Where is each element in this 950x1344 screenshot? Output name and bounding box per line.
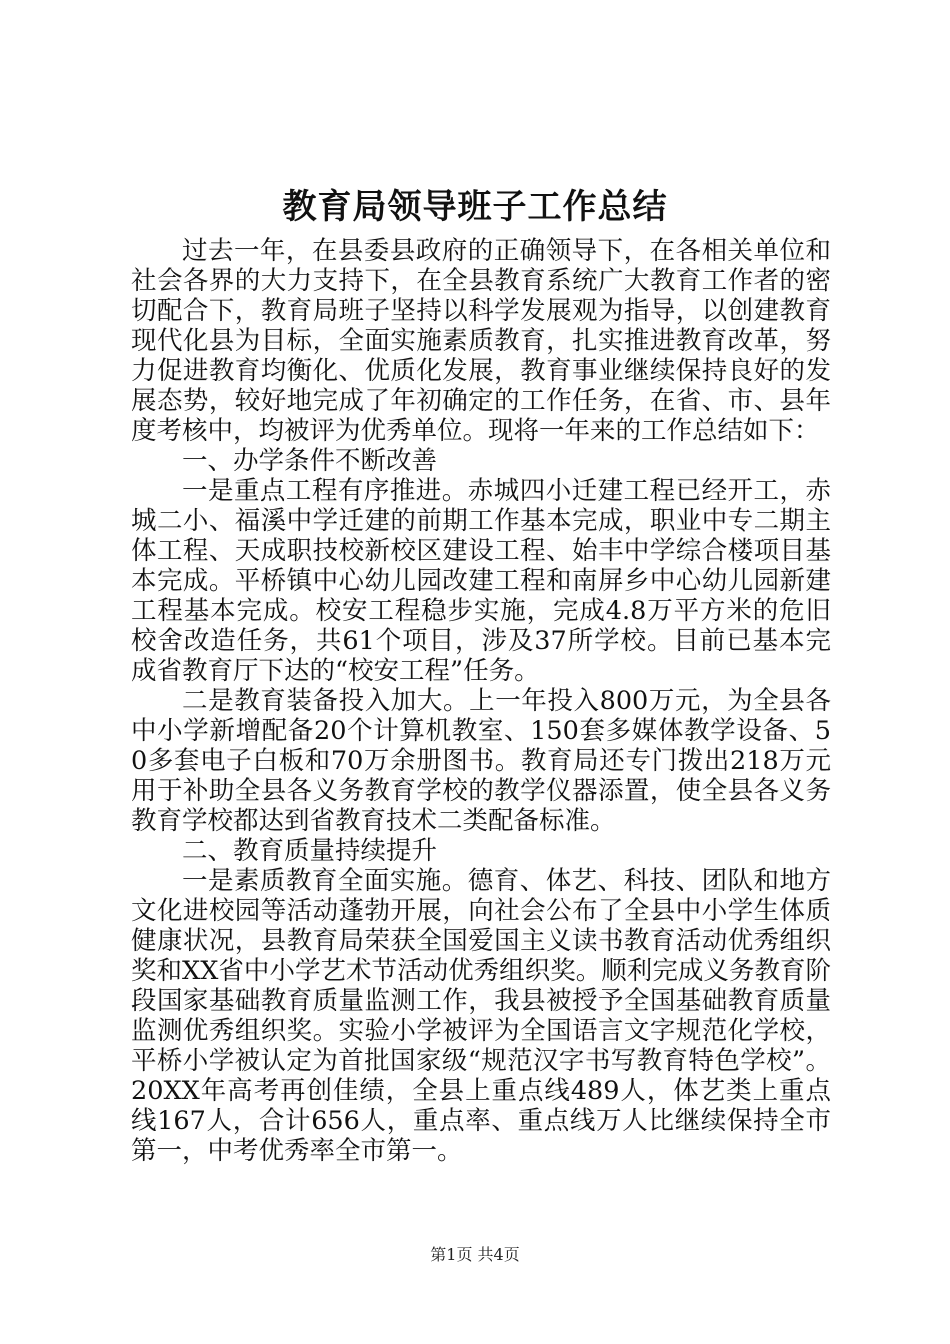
paragraph-quality-education: 一是素质教育全面实施。德育、体艺、科技、团队和地方文化进校园等活动蓬勃开展，向社会公布了全县中小学生体质健康状况，县教育局荣获全国爱国主义读书教育活动优秀组织奖和XX省中小学艺术节活动优秀组织奖。顺利完成义务教育阶段国家基础教育质量监测工作，我县被授予全国基础教育质量监测优秀组织奖。实验小学被评为全国语言文字规范化学校，平桥小学被认定为首批国家级“规范汉字书写教育特色学校”。20XX年高考再创佳绩，全县上重点线489人，体艺类上重点线167人，合计656人，重点率、重点线万人比继续保持全市第一，中考优秀率全市第一。 [131,866,831,1166]
section-heading-1: 一、办学条件不断改善 [182,446,438,476]
document-title: 教育局领导班子工作总结 [282,187,668,227]
document-body [131,236,831,1166]
page-number-footer: 第1页 共4页 [430,1245,520,1264]
paragraph-equipment: 二是教育装备投入加大。上一年投入800万元，为全县各中小学新增配备20个计算机教室、150套多媒体教学设备、50多套电子白板和70万余册图书。教育局还专门拨出218万元用于补助全县各义务教育学校的教学仪器添置，使全县各义务教育学校都达到省教育技术二类配备标准。 [131,686,831,836]
section-heading-2: 二、教育质量持续提升 [182,836,438,866]
paragraph-key-projects: 一是重点工程有序推进。赤城四小迁建工程已经开工，赤城二小、福溪中学迁建的前期工作基本完成，职业中专二期主体工程、天成职技校新校区建设工程、始丰中学综合楼项目基本完成。平桥镇中心幼儿园改建工程和南屏乡中心幼儿园新建工程基本完成。校安工程稳步实施，完成4.8万平方米的危旧校舍改造任务，共61个项目，涉及37所学校。目前已基本完成省教育厅下达的“校安工程”任务。 [131,476,831,686]
paragraph-intro: 过去一年，在县委县政府的正确领导下，在各相关单位和社会各界的大力支持下，在全县教育系统广大教育工作者的密切配合下，教育局班子坚持以科学发展观为指导，以创建教育现代化县为目标，全面实施素质教育，扎实推进教育改革，努力促进教育均衡化、优质化发展，教育事业继续保持良好的发展态势，较好地完成了年初确定的工作任务，在省、市、县年度考核中，均被评为优秀单位。现将一年来的工作总结如下： [131,236,831,446]
